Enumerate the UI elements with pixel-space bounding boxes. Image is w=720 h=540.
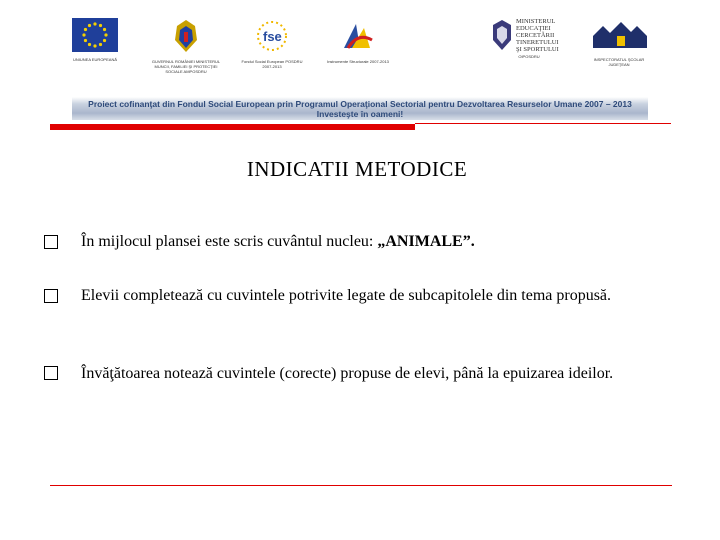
header-red-rule [50,124,415,130]
fse-icon [252,18,292,54]
banner-line2: Investeşte în oameni! [316,109,404,119]
list-item: În mijlocul plansei este scris cuvântul nucleu: „ANIMALE”. [81,233,475,250]
eu-star-icon [103,28,106,31]
footer-rule [50,485,672,486]
list-item: Elevii completează cu cuvintele potrivite legate de subcapitolele din tema propusă. [81,287,612,304]
eu-star-icon [104,33,107,36]
project-banner [72,97,648,120]
instrumente-structurale-logo: Instrumente Structurale 2007-2013 [326,18,390,64]
structural-funds-icon [338,18,378,54]
houses-icon [589,18,649,52]
coat-of-arms-icon [171,18,201,54]
romania-coat-of-arms-logo: GUVERNUL ROMÂNIEI MINISTERUL MUNCII, FAMILIEI ŞI PROTECŢIEI SOCIALE AMPOSDRU [148,18,224,74]
eu-flag-icon [72,18,118,52]
square-bullet-icon [44,289,58,303]
eu-star-icon [99,24,102,27]
eu-star-icon [82,33,85,36]
page-title: INDICATII METODICE [246,157,468,181]
eu-star-icon [88,43,91,46]
houses-logo: INSPECTORATUL ŞCOLAR JUDEŢEAN [584,18,654,67]
eu-star-icon [88,24,91,27]
list-item: Învăţătoarea notează cuvintele (corecte) propuse de elevi, până la epuizarea ideilor. [81,365,614,382]
eu-star-icon [84,39,87,42]
banner-line1: Proiect cofinanţat din Fondul Social European prin Programul Operaţional Sectorial pentru Dezvoltarea Resurselor Umane 2007 – 2013 [88,99,632,109]
header-logos [60,18,660,78]
svg-text:fse: fse [263,29,282,44]
fse-logo: fse Fondul Social European POSDRU 2007-2013 [240,18,304,69]
eu-star-icon [103,39,106,42]
eu-star-icon [99,43,102,46]
header-thin-rule [415,123,671,124]
eu-flag-logo: UNIUNEA EUROPEANĂ [70,18,120,62]
square-bullet-icon [44,366,58,380]
eu-star-icon [93,22,96,25]
eu-star-icon [93,44,96,47]
ministry-crest-icon [490,18,514,54]
eu-star-icon [84,28,87,31]
ministry-education-logo: MINISTERUL EDUCAŢIEI CERCETĂRII TINERETULUI ŞI SPORTULUI OIPOSDRU [490,18,568,59]
square-bullet-icon [44,235,58,249]
